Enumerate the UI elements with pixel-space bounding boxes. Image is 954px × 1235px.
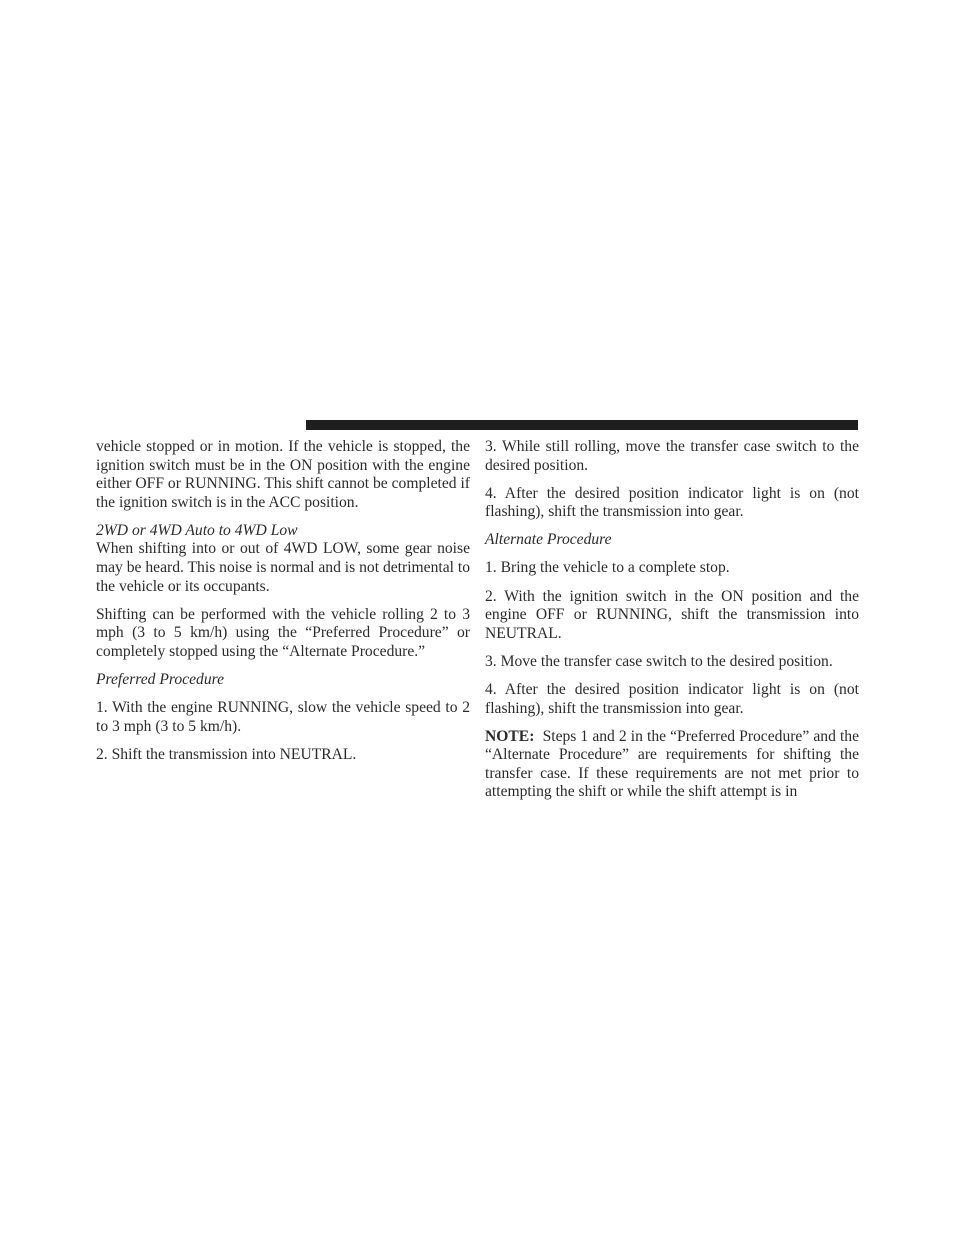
preferred-step-3: 3. While still rolling, move the transfer case switch to the desired position.: [485, 438, 859, 474]
alternate-procedure-heading: Alternate Procedure: [485, 531, 612, 549]
alternate-step-1: 1. Bring the vehicle to a complete stop.: [485, 559, 730, 577]
alternate-step-4: 4. After the desired position indicator light is on (not flashing), shift the transmission into gear.: [485, 680, 859, 717]
note-paragraph: [485, 728, 859, 802]
section-heading-4wd-low: 2WD or 4WD Auto to 4WD Low: [96, 521, 298, 539]
gear-noise-paragraph: When shifting into or out of 4WD LOW, some gear noise may be heard. This noise is normal and is not detrimental to the vehicle or its occupants.: [96, 540, 470, 595]
preferred-procedure-heading: Preferred Procedure: [96, 671, 225, 689]
left-column: [96, 438, 470, 774]
header-rule: [306, 420, 858, 430]
shifting-paragraph: Shifting can be performed with the vehicle rolling 2 to 3 mph (3 to 5 km/h) using the “Preferred Procedure” or completely stopped using the “Alternate Procedure.”: [96, 605, 470, 660]
right-column: [485, 438, 859, 802]
alternate-step-3: 3. Move the transfer case switch to the desired position.: [485, 652, 833, 670]
preferred-step-4: 4. After the desired position indicator light is on (not flashing), shift the transmission into gear.: [485, 484, 859, 521]
preferred-step-2: 2. Shift the transmission into NEUTRAL.: [96, 745, 357, 763]
continued-paragraph: vehicle stopped or in motion. If the vehicle is stopped, the ignition switch must be in the ON position with the engine either OFF or RUNNING. This shift cannot be completed if the ignition switch is in the ACC position.: [96, 438, 470, 511]
alternate-step-2: 2. With the ignition switch in the ON position and the engine OFF or RUNNING, shift the transmission into NEUTRAL.: [485, 587, 859, 642]
note-label: NOTE:: [485, 727, 535, 745]
note-text: Steps 1 and 2 in the “Preferred Procedure” and the “Alternate Procedure” are requirements for shifting the transfer case. If these requirements are not met prior to attempting the shift or while the shift attempt is in: [485, 727, 860, 801]
preferred-step-1: 1. With the engine RUNNING, slow the vehicle speed to 2 to 3 mph (3 to 5 km/h).: [96, 699, 470, 735]
